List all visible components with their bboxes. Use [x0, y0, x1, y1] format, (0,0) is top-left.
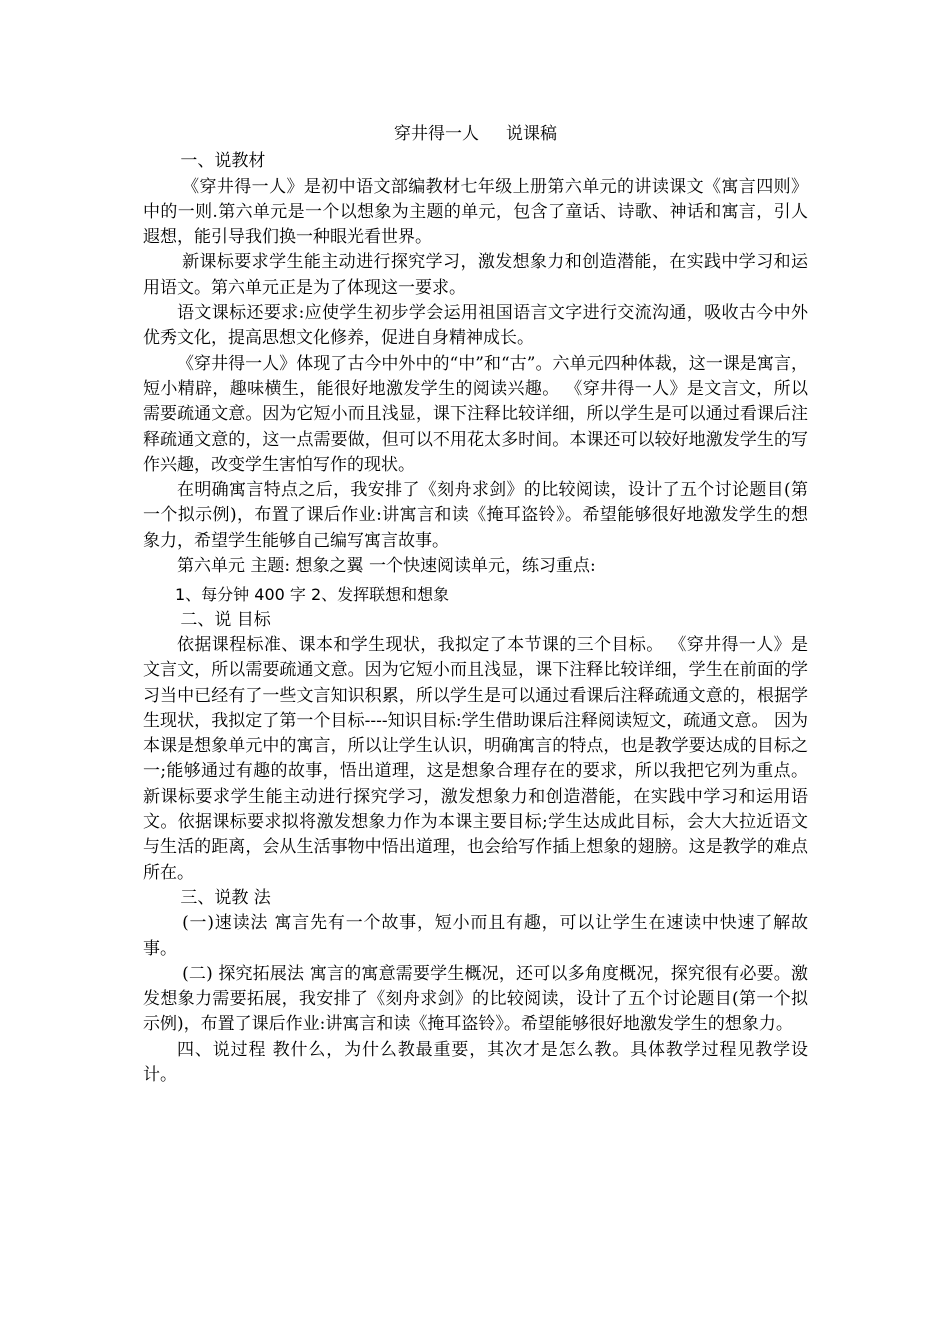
paragraph-comparative-reading: 在明确寓言特点之后，我安排了《刻舟求剑》的比较阅读，设计了五个讨论题目(第一个拟示例)，布置了课后作业:讲寓言和读《掩耳盗铃》。希望能够很好地激发学生的想象力，希望学生能够自己编写寓言故事。 — [143, 480, 808, 551]
section-heading-teaching-material: 一、说教材 — [180, 151, 266, 172]
section-heading-objectives: 二、说 目标 — [180, 609, 271, 630]
paragraph-unit-theme: 第六单元 主题: 想象之翼 一个快速阅读单元，练习重点: — [177, 556, 596, 577]
paragraph-textbook-intro: 《穿井得一人》是初中语文部编教材七年级上册第六单元的讲读课文《寓言四则》中的一则.第六单元是一个以想象为主题的单元，包含了童话、诗歌、神话和寓言，引人遐想，能引导我们换一种眼光看世界。 — [143, 176, 808, 248]
paragraph-objectives-detail: 依据课程标准、课本和学生现状，我拟定了本节课的三个目标。 《穿井得一人》是文言文，所以需要疏通文意。因为它短小而且浅显，课下注释比较详细，学生在前面的学习当中已经有了一些文言知识积累，所以学生是可以通过看课后注释疏通文意的，根据学生现状，我拟定了第一个目标----知识目标:学生借助课后注释阅读短文，疏通文意。 因为本课是想象单元中的寓言，所以让学生认识，明确寓言的特点，也是教学要达成的目标之一;能够通过有趣的故事，悟出道理，这是想象合理存在的要求，所以我把它列为重点。 新课标要求学生能主动进行探究学习，激发想象力和创造潜能，在实践中学习和运用语文。依据课标要求拟将激发想象力作为本课主要目标;学生达成此目标，会大大拉近语文与生活的距离，会从生活事物中悟出道理，也会给写作插上想象的翅膀。这是教学的难点所在。 — [143, 634, 808, 883]
paragraph-text-features: 《穿井得一人》体现了古今中外中的“中”和“古”。六单元四种体裁，这一课是寓言，短小精辟，趣味横生，能很好地激发学生的阅读兴趣。 《穿井得一人》是文言文，所以需要疏通文意。因为它短小而且浅显，课下注释比较详细，所以学生是可以通过看课后注释疏通文意的，这一点需要做，但可以不用花太多时间。本课还可以较好地激发学生的写作兴趣，改变学生害怕写作的现状。 — [143, 353, 808, 475]
section-heading-process: 四、说过程 教什么，为什么教最重要，其次才是怎么教。具体教学过程见教学设计。 — [143, 1039, 808, 1085]
paragraph-practice-focus: 1、每分钟 400 字 2、发挥联想和想象 — [175, 585, 450, 605]
paragraph-method-exploration: (二) 探究拓展法 寓言的寓意需要学生概况，还可以多角度概况，探究很有必要。激发想象力需要拓展，我安排了《刻舟求剑》的比较阅读，设计了五个讨论题目(第一个拟示例)，布置了课后作业:讲寓言和读《掩耳盗铃》。希望能够很好地激发学生的想象力。 — [143, 963, 808, 1035]
document-body — [143, 122, 808, 1088]
paragraph-language-standard: 语文课标还要求:应使学生初步学会运用祖国语言文字进行交流沟通，吸收古今中外优秀文化，提高思想文化修养，促进自身精神成长。 — [143, 303, 808, 349]
paragraph-method-speed-reading: (一)速读法 寓言先有一个故事，短小而且有趣，可以让学生在速读中快速了解故事。 — [143, 913, 808, 959]
page-title: 穿井得一人 说课稿 — [393, 124, 558, 144]
section-heading-methods: 三、说教 法 — [180, 887, 271, 908]
paragraph-curriculum-requirement: 新课标要求学生能主动进行探究学习，激发想象力和创造潜能，在实践中学习和运用语文。第六单元正是为了体现这一要求。 — [143, 252, 808, 298]
